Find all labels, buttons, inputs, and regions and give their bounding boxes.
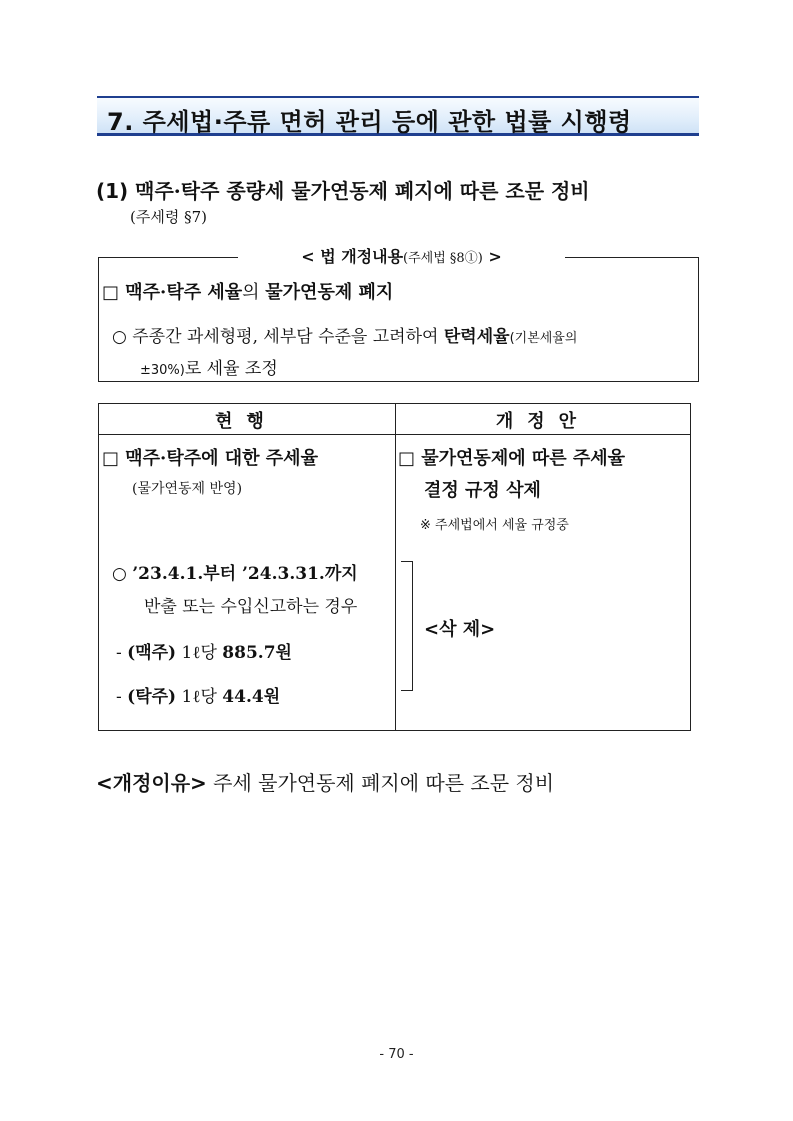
amendment-item-1-bold-a: 맥주·탁주 세율 <box>125 282 243 303</box>
amendment-header-suffix: > <box>482 247 502 266</box>
right-bracket-icon <box>401 561 413 691</box>
rate-unit: 1ℓ당 <box>176 687 223 707</box>
section-number: (1) <box>96 179 129 203</box>
amendment-item-2-cont-small: ±30%) <box>140 363 185 378</box>
revised-column-header: 개정안 <box>495 411 591 432</box>
comparison-header-divider <box>98 434 691 435</box>
revised-heading-line-2: 결정 규정 삭제 <box>424 480 541 501</box>
checkbox-square-icon: □ <box>102 282 126 303</box>
current-period-dates: ’23.4.1.부터 ’24.3.31.까지 <box>132 564 358 584</box>
page-number: - 70 - <box>379 1047 414 1062</box>
rate-amount: 885.7원 <box>222 643 292 663</box>
rate-dash: - <box>116 643 128 663</box>
revision-reason-text: 주세 물가연동제 폐지에 따른 조문 정비 <box>206 771 555 795</box>
rate-row-makgeolli <box>116 682 280 707</box>
rate-dash: - <box>116 687 128 707</box>
amendment-header-prefix: < 법 개정내용 <box>301 247 404 266</box>
chapter-banner <box>97 96 699 136</box>
amendment-item-2-continued <box>140 354 278 379</box>
amendment-item-1 <box>102 278 393 304</box>
amendment-header-ref: (주세법 §8①) <box>403 251 483 266</box>
current-period <box>112 559 358 584</box>
amendment-item-2-bold: 탄력세율 <box>443 327 510 347</box>
rate-label: (맥주) <box>127 643 177 663</box>
amendment-item-1-normal: 의 <box>242 282 266 303</box>
amendment-item-1-bold-b: 물가연동제 폐지 <box>265 282 394 303</box>
current-heading: □ 맥주·탁주에 대한 주세율 <box>102 448 318 469</box>
circle-bullet-icon: ○ <box>112 327 133 347</box>
current-subheading: (물가연동제 반영) <box>132 481 243 497</box>
amendment-item-2-cont-text: 로 세율 조정 <box>184 359 278 379</box>
section-reference: (주세령 §7) <box>130 208 207 226</box>
current-column-header: 현행 <box>215 411 278 432</box>
revision-reason <box>96 767 554 796</box>
section-title-text: 맥주·탁주 종량세 물가연동제 폐지에 따른 조문 정비 <box>135 179 590 203</box>
revision-reason-label: <개정이유> <box>96 771 207 795</box>
revised-note: ※ 주세법에서 세율 규정중 <box>420 518 569 533</box>
amendment-header <box>238 244 565 267</box>
revised-heading: □ 물가연동제에 따른 주세율 <box>398 448 626 469</box>
rate-row-beer <box>116 638 292 663</box>
amendment-item-2-text: 주종간 과세형평, 세부담 수준을 고려하여 <box>132 327 444 347</box>
circle-bullet-icon: ○ <box>112 564 133 584</box>
amendment-item-2 <box>112 322 577 347</box>
rate-unit: 1ℓ당 <box>176 643 223 663</box>
deleted-label: <삭 제> <box>424 619 496 640</box>
section-title <box>96 175 590 204</box>
comparison-column-divider <box>395 403 396 731</box>
rate-amount: 44.4원 <box>222 687 281 707</box>
rate-label: (탁주) <box>127 687 177 707</box>
chapter-title: 7. 주세법·주류 면허 관리 등에 관한 법률 시행령 <box>107 108 632 136</box>
amendment-item-2-small: (기본세율의 <box>509 331 578 346</box>
current-period-condition: 반출 또는 수입신고하는 경우 <box>144 597 358 617</box>
